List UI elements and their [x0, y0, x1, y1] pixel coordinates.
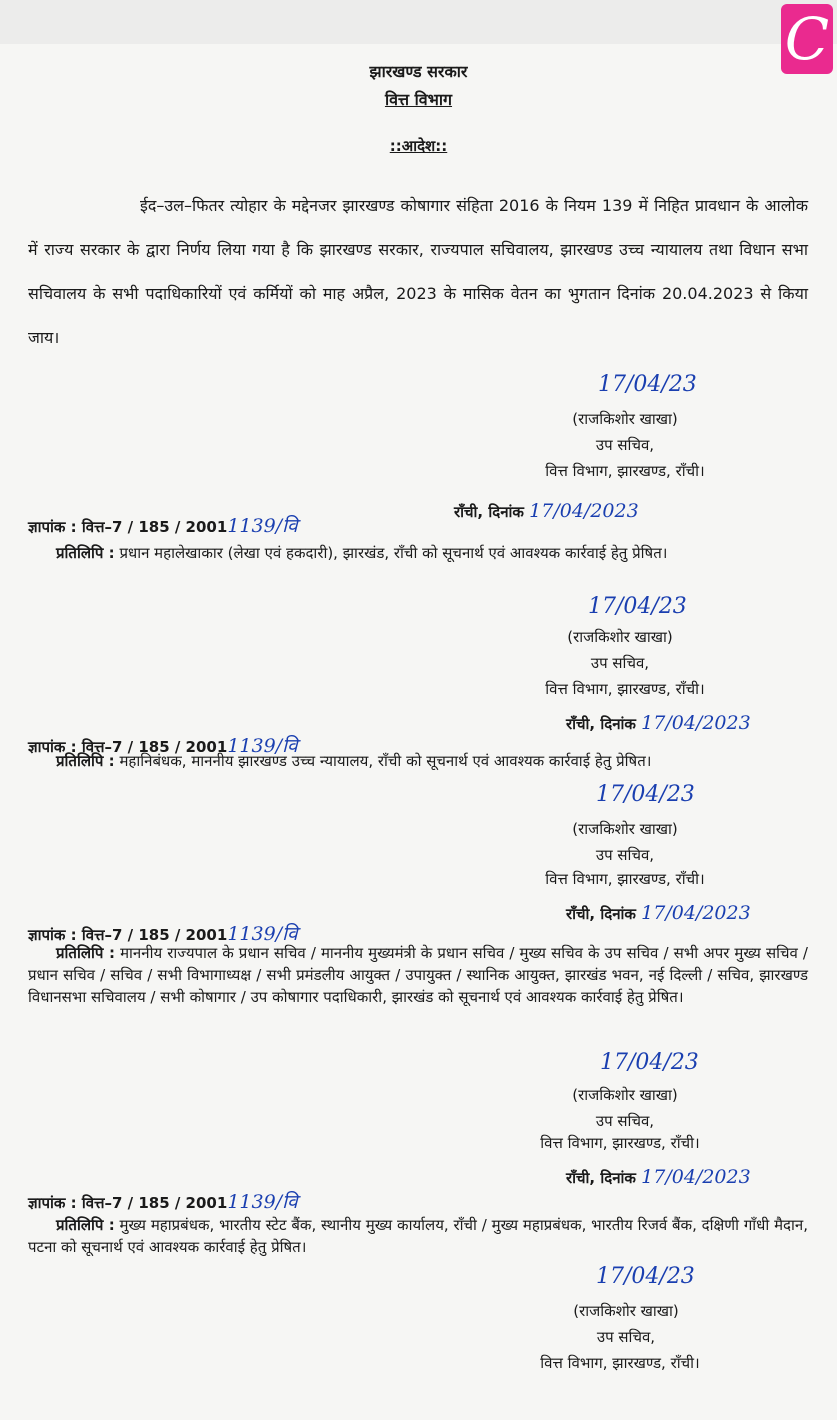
- copy-text: प्रधान महालेखाकार (लेखा एवं हकदारी), झारखंड, राँची को सूचनार्थ एवं आवश्यक कार्रवाई हेतु प्रेषित।: [119, 544, 668, 562]
- signatory-office: वित्त विभाग, झारखण्ड, राँची।: [540, 1354, 700, 1372]
- place-date-label: राँची, दिनांक: [566, 905, 636, 923]
- order-body: [28, 184, 808, 360]
- place-date-label: राँची, दिनांक: [566, 1169, 636, 1187]
- signatory-office: वित्त विभाग, झारखण्ड, राँची।: [545, 870, 705, 888]
- copy-label: प्रतिलिपि :: [56, 944, 115, 962]
- top-bar: [0, 0, 837, 44]
- signatory-name: (राजकिशोर खाखा): [572, 410, 678, 428]
- signatory-block: [540, 816, 710, 868]
- signatory-name: (राजकिशोर खाखा): [573, 1302, 679, 1320]
- signatory-block: [540, 1082, 710, 1134]
- signatory-designation: उप सचिव,: [595, 1112, 655, 1130]
- signatory-block: [530, 624, 710, 676]
- copy-paragraph: [28, 750, 808, 772]
- government-heading: झारखण्ड सरकार: [369, 62, 468, 81]
- signatory-name: (राजकिशोर खाखा): [572, 820, 678, 838]
- signatory-designation: उप सचिव,: [596, 1328, 656, 1346]
- signature: 17/04/23: [596, 782, 695, 807]
- memo-date: [454, 500, 639, 522]
- copy-paragraph: [28, 542, 808, 564]
- place-date-label: राँची, दिनांक: [566, 715, 636, 733]
- memo-date: [566, 712, 751, 734]
- signatory-block: [536, 1298, 716, 1350]
- memo-date: [566, 1166, 751, 1188]
- memo-ref-label: ज्ञापांक : वित्त–7 / 185 / 2001: [28, 738, 228, 756]
- memo-ref-number: 1139/वि: [227, 1191, 298, 1213]
- handwritten-date: 17/04/2023: [529, 500, 639, 522]
- memo-ref-number: 1139/वि: [227, 515, 298, 537]
- department-heading: वित्त विभाग: [384, 90, 453, 109]
- signature: 17/04/23: [596, 1264, 695, 1289]
- signatory-block: [540, 406, 710, 458]
- signatory-designation: उप सचिव,: [595, 846, 655, 864]
- copy-label: प्रतिलिपि :: [56, 544, 115, 562]
- order-text: ईद–उल–फितर त्योहार के मद्देनजर झारखण्ड कोषागार संहिता 2016 के नियम 139 में निहित प्रावधान के आलोक में राज्य सरकार के द्वारा निर्णय लिया गया है कि झारखण्ड सरकार, राज्यपाल सचिवालय, झारखण्ड उच्च न्यायालय तथा विधान सभा सचिवालय के सभी पदाधिकारियों एवं कर्मियों को माह अप्रैल, 2023 के मासिक वेतन का भुगतान दिनांक 20.04.2023 से किया जाय।: [28, 196, 808, 347]
- signatory-office: वित्त विभाग, झारखण्ड, राँची।: [545, 462, 705, 480]
- memo-date: [566, 902, 751, 924]
- memo-ref-label: ज्ञापांक : वित्त–7 / 185 / 2001: [28, 1194, 228, 1212]
- handwritten-date: 17/04/2023: [641, 902, 751, 924]
- memo-ref-number: 1139/वि: [227, 923, 298, 945]
- place-date-label: राँची, दिनांक: [454, 503, 524, 521]
- memo-reference: [28, 1188, 298, 1214]
- copy-paragraph: [28, 942, 808, 1008]
- signature: 17/04/23: [598, 372, 697, 397]
- memo-ref-number: 1139/वि: [227, 735, 298, 757]
- signatory-designation: उप सचिव,: [595, 436, 655, 454]
- copy-text: मुख्य महाप्रबंधक, भारतीय स्टेट बैंक, स्थानीय मुख्य कार्यालय, राँची / मुख्य महाप्रबंधक, भारतीय रिजर्व बैंक, दक्षिणी गाँधी मैदान, पटना को सूचनार्थ एवं आवश्यक कार्रवाई हेतु प्रेषित।: [28, 1216, 808, 1256]
- copy-text: माननीय राज्यपाल के प्रधान सचिव / माननीय मुख्यमंत्री के प्रधान सचिव / मुख्य सचिव के उप सचिव / सभी अपर मुख्य सचिव / प्रधान सचिव / सचिव / सभी विभागाध्यक्ष / सभी प्रमंडलीय आयुक्त / उपायुक्त / स्थानिक आयुक्त, झारखंड भवन, नई दिल्ली / सचिव, झारखण्ड विधानसभा सचिवालय / सभी कोषागार / उप कोषागार पदाधिकारी, झारखंड को सूचनार्थ एवं आवश्यक कार्रवाई हेतु प्रेषित।: [28, 944, 808, 1006]
- copy-label: प्रतिलिपि :: [56, 752, 115, 770]
- signatory-office: वित्त विभाग, झारखण्ड, राँची।: [540, 1134, 700, 1152]
- copy-text: महानिबंधक, माननीय झारखण्ड उच्च न्यायालय, राँची को सूचनार्थ एवं आवश्यक कार्रवाई हेतु प्रेषित।: [119, 752, 652, 770]
- copy-label: प्रतिलिपि :: [56, 1216, 115, 1234]
- handwritten-date: 17/04/2023: [641, 1166, 751, 1188]
- signatory-designation: उप सचिव,: [590, 654, 650, 672]
- memo-reference: [28, 512, 298, 538]
- memo-ref-label: ज्ञापांक : वित्त–7 / 185 / 2001: [28, 518, 228, 536]
- handwritten-date: 17/04/2023: [641, 712, 751, 734]
- signature: 17/04/23: [588, 594, 687, 619]
- signatory-office: वित्त विभाग, झारखण्ड, राँची।: [545, 680, 705, 698]
- signature: 17/04/23: [600, 1050, 699, 1075]
- signatory-name: (राजकिशोर खाखा): [572, 1086, 678, 1104]
- app-logo-icon[interactable]: C: [781, 4, 833, 74]
- copy-paragraph: [28, 1214, 808, 1258]
- memo-ref-label: ज्ञापांक : वित्त–7 / 185 / 2001: [28, 926, 228, 944]
- signatory-name: (राजकिशोर खाखा): [567, 628, 673, 646]
- order-title: ::आदेश::: [389, 137, 448, 155]
